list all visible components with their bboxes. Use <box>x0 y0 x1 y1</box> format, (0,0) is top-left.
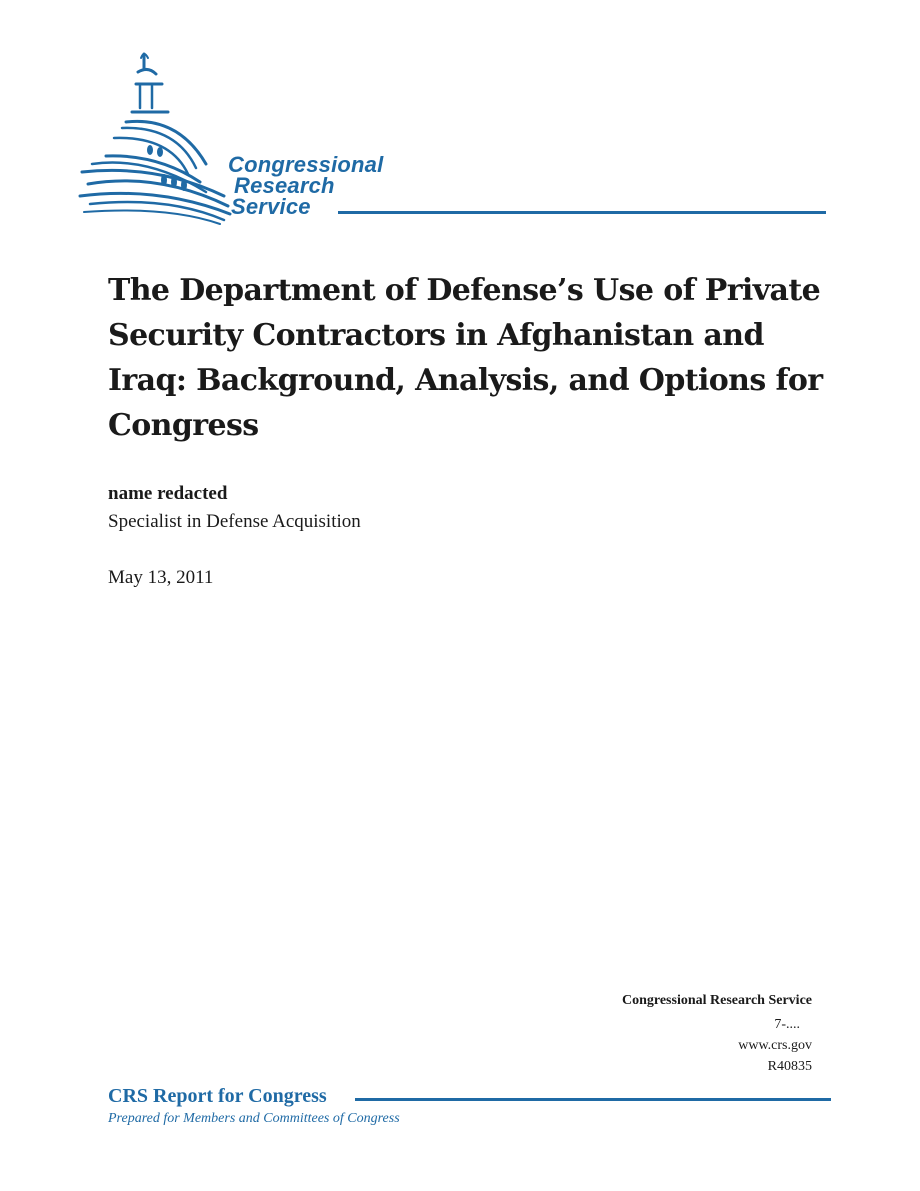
logo-word-1: Congressional <box>228 152 384 177</box>
footer-divider <box>355 1098 831 1101</box>
report-title: The Department of Defense’s Use of Private Security Contractors in Afghanistan and Iraq: Background, Analysis, and Options for Congress <box>108 273 823 443</box>
meta-report-number: R40835 <box>767 1059 812 1074</box>
meta-org: Congressional Research Service <box>621 993 812 1008</box>
meta-url: www.crs.gov <box>738 1038 812 1053</box>
logo-word-2: Research <box>234 173 335 198</box>
logo-divider <box>338 211 826 214</box>
meta-code: 7-.... <box>774 1017 800 1032</box>
author-name: name redacted <box>108 483 228 504</box>
author-role: Specialist in Defense Acquisition <box>108 511 361 532</box>
report-date: May 13, 2011 <box>108 567 214 588</box>
footer-title: CRS Report for Congress <box>108 1085 327 1107</box>
crs-logo-dome-icon <box>78 46 838 226</box>
logo-word-3: Service <box>231 194 311 219</box>
footer-subtitle: Prepared for Members and Committees of Congress <box>108 1111 400 1126</box>
report-meta <box>622 990 812 1077</box>
logo-wordmark <box>228 154 383 217</box>
